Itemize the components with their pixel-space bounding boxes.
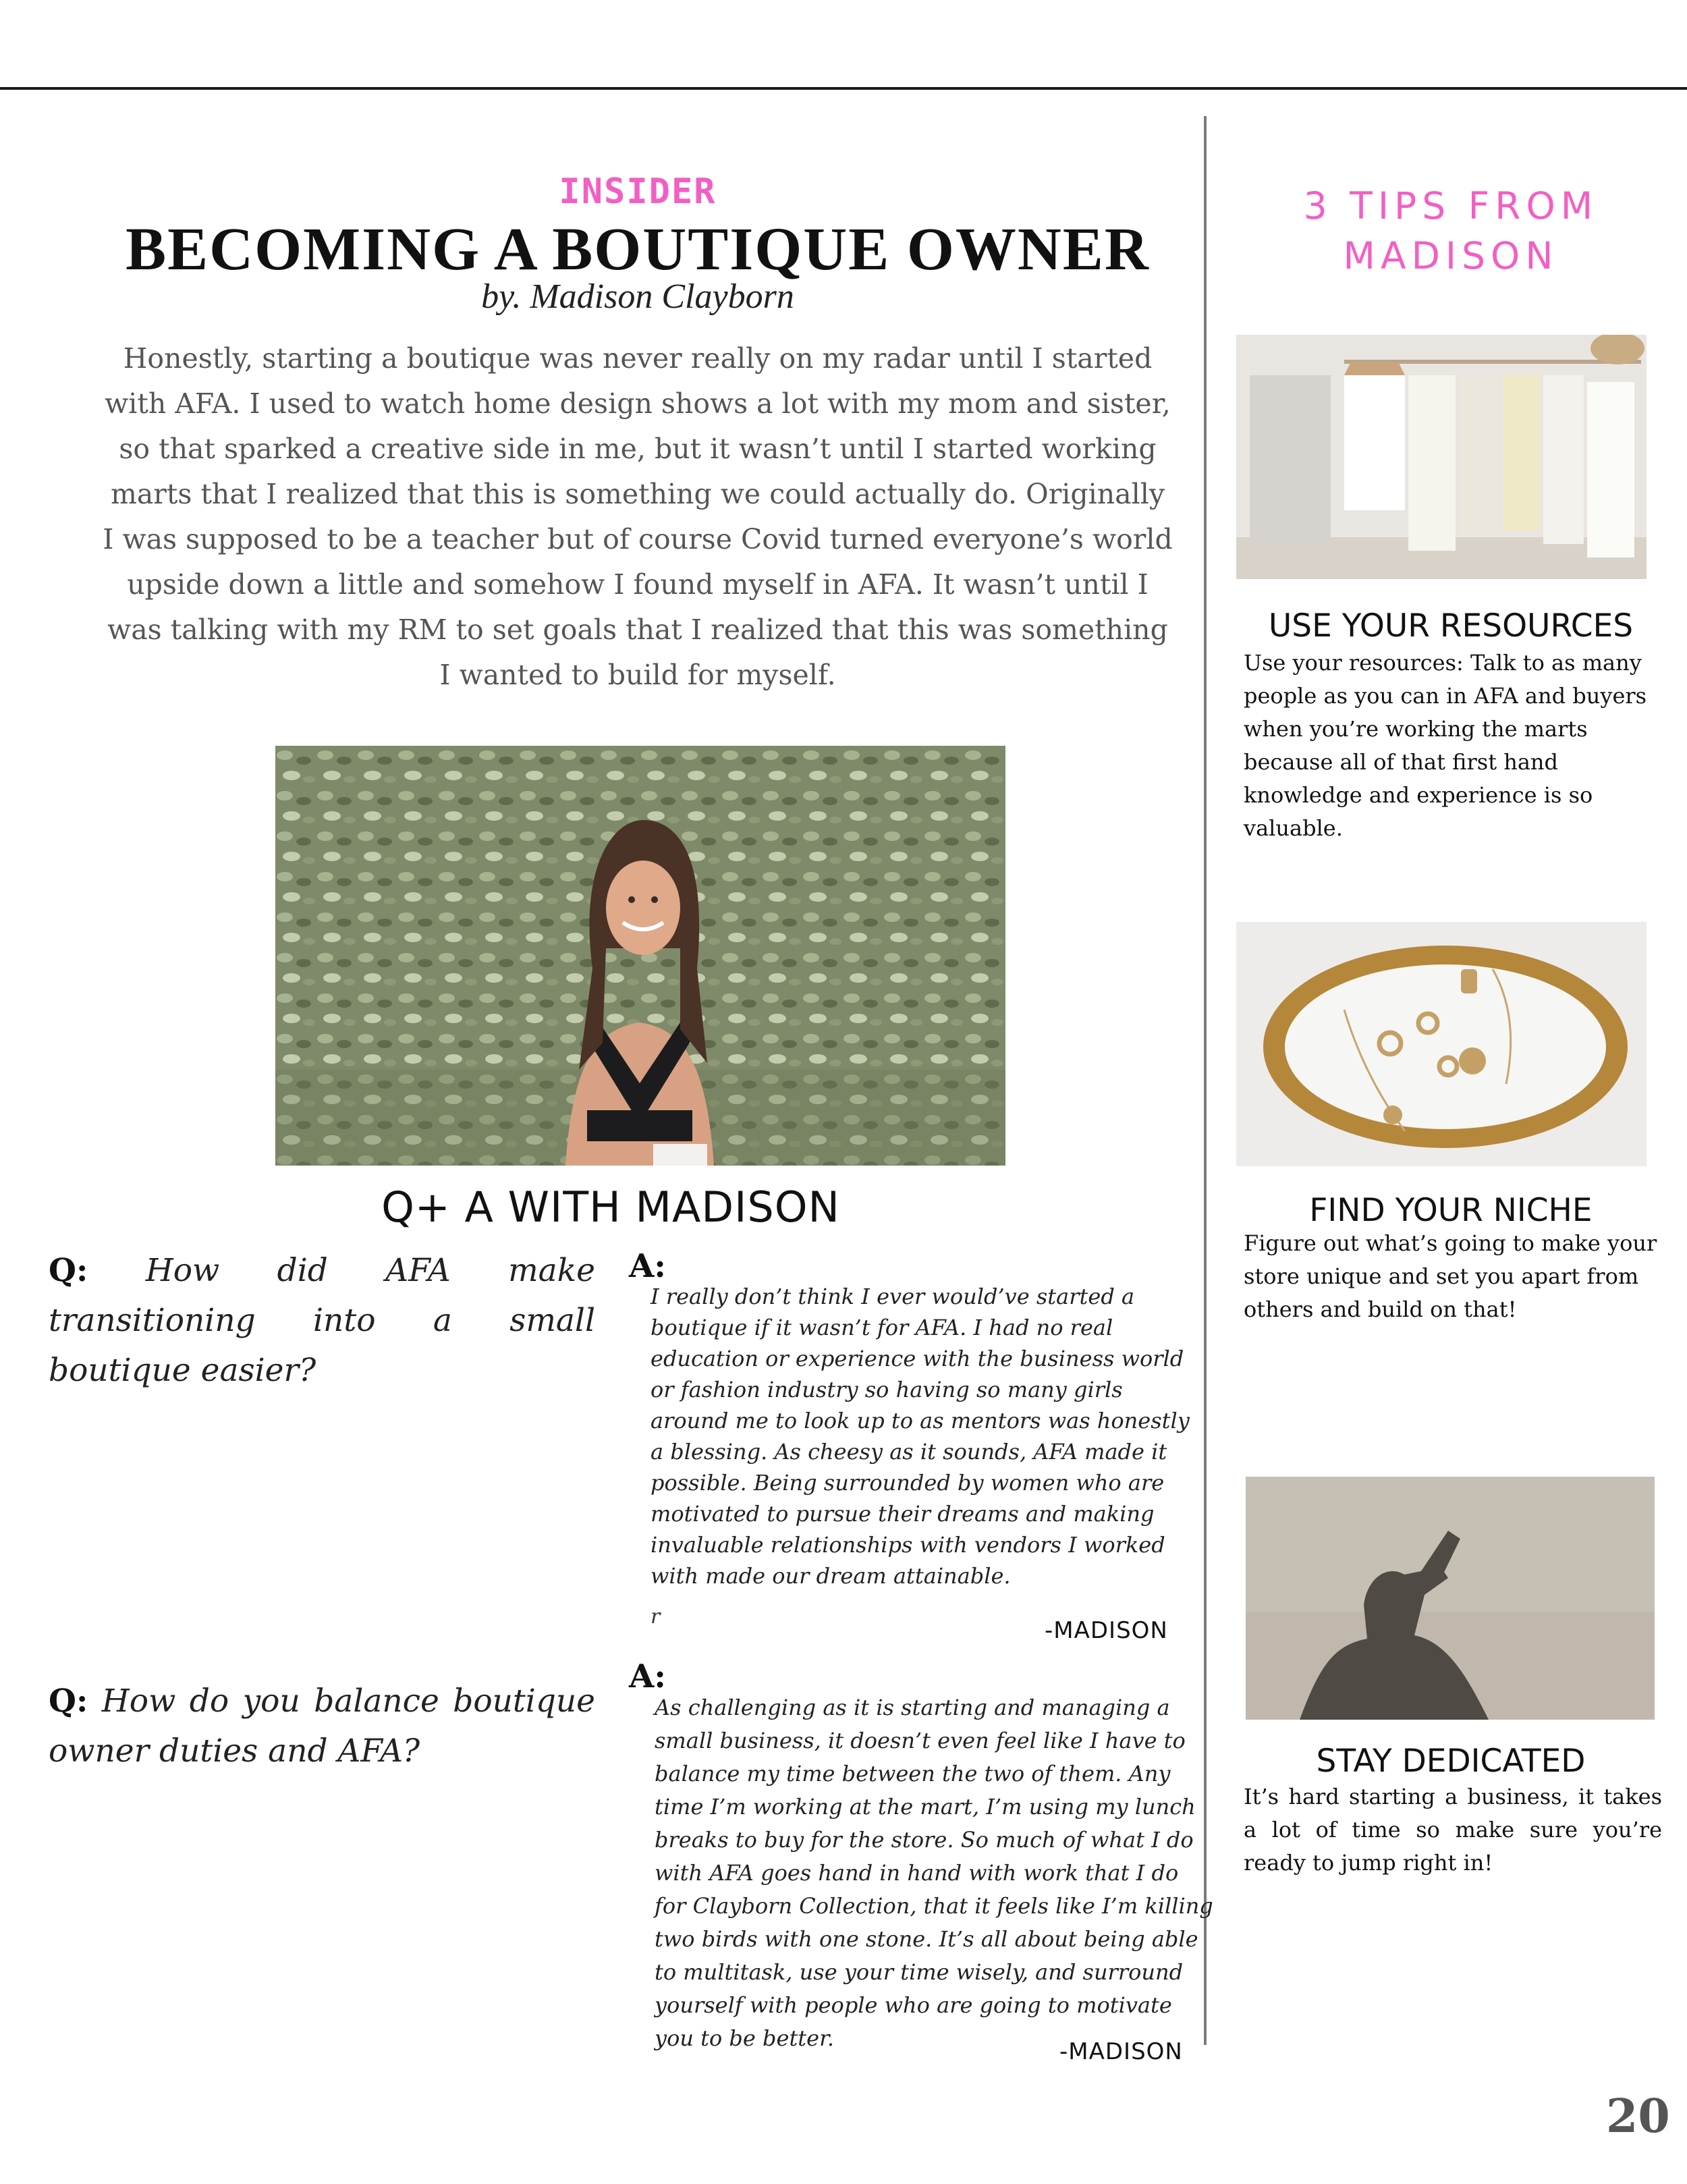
article-headline: BECOMING A BOUTIQUE OWNER xyxy=(126,216,1150,283)
answer-2-signature: -MADISON xyxy=(1059,2038,1183,2065)
question-text: How do you balance boutique owner duties and AFA? xyxy=(49,1683,595,1770)
top-rule xyxy=(0,87,1687,90)
tip-3-heading: STAY DEDICATED xyxy=(1316,1743,1586,1780)
tip-2-body: Figure out what’s going to make your store unique and set you apart from others and build on that! xyxy=(1244,1230,1657,1322)
portrait-photo xyxy=(275,746,1005,1166)
question-text: How did AFA make transitioning into a small boutique easier? xyxy=(49,1252,595,1389)
page-number: 20 xyxy=(1606,2090,1670,2144)
answer-2: As challenging as it is starting and managing a small business, it doesn’t even feel like I have to balance my time between the two of them. Any time I’m working at the mart, I’m using my lunch breaks to buy for the store. So much of what I do with AFA goes hand in hand with work that I do for Clayborn Collection, that it feels like I’m killing two birds with one stone. It’s all about being able to multitask, use your time wisely, and surround yourself with people who are going to motivate you to be better. xyxy=(655,1695,1213,2051)
question-label: Q: xyxy=(49,1252,88,1289)
tip-1-body: Use your resources: Talk to as many people as you can in AFA and buyers when you’re working the marts because all of that first hand knowledge and experience is so valuable. xyxy=(1244,650,1647,841)
answer-label: A: xyxy=(629,1247,666,1285)
tip-1-heading: USE YOUR RESOURCES xyxy=(1268,607,1634,645)
tip-2-heading: FIND YOUR NICHE xyxy=(1309,1192,1593,1229)
section-kicker: INSIDER xyxy=(559,171,717,212)
clothing-rack-image xyxy=(1236,335,1647,579)
sidebar-title: 3 TIPS FROM MADISON xyxy=(1303,184,1599,277)
mirror-jewelry-image xyxy=(1236,922,1647,1166)
question-label: Q: xyxy=(49,1683,88,1720)
stray-character: r xyxy=(651,1605,661,1629)
question-1 xyxy=(49,1246,595,1396)
question-2 xyxy=(49,1676,595,1776)
answer-1-signature: -MADISON xyxy=(1045,1617,1168,1644)
answer-label: A: xyxy=(629,1658,666,1695)
qa-heading: Q+ A WITH MADISON xyxy=(381,1182,840,1232)
answer-1: I really don’t think I ever would’ve started a boutique if it wasn’t for AFA. I had no real education or experience with the business world or fashion industry so having so many girls around me to look up to as mentors was honestly a blessing. As cheesy as it sounds, AFA made it possible. Being surrounded by women who are motivated to pursue their dreams and making invaluable relationships with vendors I worked with made our dream attainable. xyxy=(651,1284,1190,1589)
article-byline: by. Madison Clayborn xyxy=(481,277,794,316)
article-intro: Honestly, starting a boutique was never really on my radar until I started with AFA. I used to watch home design shows a lot with my mom and sister, so that sparked a creative side in me, but it wasn’t until I started working marts that I realized that this is something we could actually do. Originally I was supposed to be a teacher but of course Covid turned everyone’s world upside down a little and somehow I found myself in AFA. It wasn’t until I was talking with my RM to set goals that I realized that this was something I wanted to build for myself. xyxy=(103,342,1173,691)
tip-3-body: It’s hard starting a business, it takes a lot of time so make sure you’re ready to jump right in! xyxy=(1244,1784,1662,1876)
shadow-sand-image xyxy=(1246,1477,1655,1720)
